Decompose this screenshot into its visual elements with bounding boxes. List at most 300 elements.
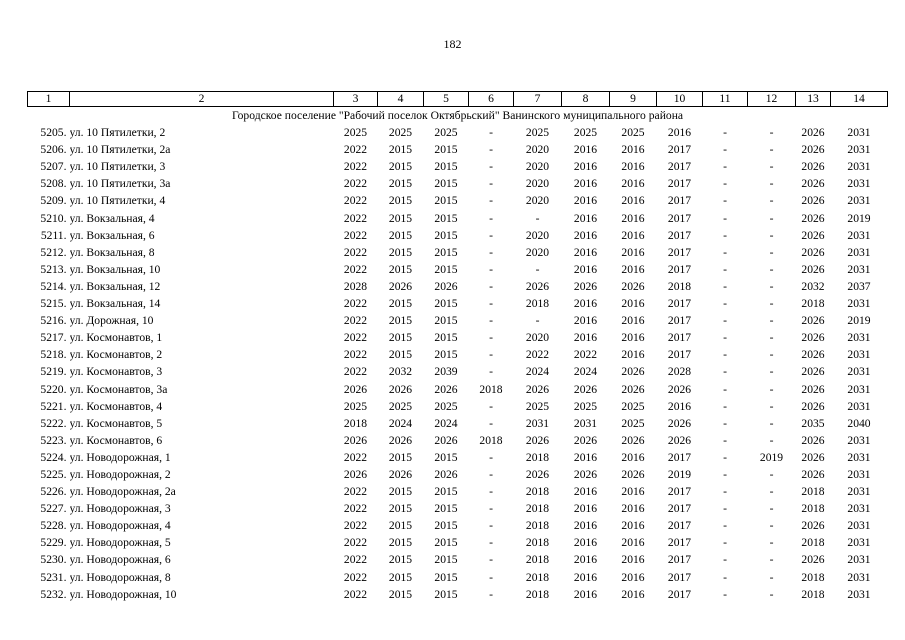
year-cell: 2016: [621, 331, 645, 345]
address-cell: ул. Космонавтов, 3а: [69, 382, 168, 396]
year-cell: 2026: [801, 467, 825, 481]
year-cell: 2022: [343, 587, 368, 601]
year-cell: 2015: [434, 502, 458, 516]
year-cell: -: [723, 314, 727, 328]
year-cell: -: [723, 570, 727, 584]
year-cell: 2016: [573, 519, 598, 533]
year-cell: 2015: [434, 143, 458, 157]
year-cell: 2022: [343, 485, 368, 499]
year-cell: -: [489, 450, 493, 464]
year-cell: -: [769, 416, 774, 430]
year-cell: 2040: [847, 416, 871, 430]
year-cell: 2026: [801, 228, 825, 242]
year-cell: 2015: [388, 211, 413, 225]
year-cell: 2015: [388, 160, 413, 174]
year-cell: 2017: [667, 262, 692, 276]
year-cell: -: [489, 348, 493, 362]
address-cell: ул. Вокзальная, 10: [69, 262, 161, 276]
table-row: [28, 192, 888, 209]
year-cell: 2015: [388, 587, 413, 601]
year-cell: 2016: [621, 297, 645, 311]
year-cell: -: [489, 211, 493, 225]
year-cell: 2022: [343, 314, 368, 328]
year-cell: 2022: [343, 553, 368, 567]
address-cell: ул. Космонавтов, 2: [69, 348, 163, 362]
table-row: [28, 346, 888, 363]
year-cell: 2015: [434, 160, 458, 174]
year-cell: -: [769, 143, 774, 157]
year-cell: -: [769, 245, 774, 259]
row-number: 5224.: [40, 450, 67, 464]
year-cell: 2025: [388, 126, 413, 140]
table-row: [28, 124, 888, 141]
registry-table: [27, 91, 888, 603]
year-cell: -: [769, 485, 774, 499]
year-cell: 2026: [801, 314, 825, 328]
year-cell: 2031: [847, 382, 871, 396]
year-cell: 2016: [573, 314, 598, 328]
year-cell: -: [723, 587, 727, 601]
table-row: [28, 329, 888, 346]
year-cell: 2015: [388, 502, 413, 516]
year-cell: 2017: [667, 194, 692, 208]
year-cell: -: [769, 331, 774, 345]
year-cell: -: [769, 570, 774, 584]
year-cell: 2031: [847, 228, 871, 242]
year-cell: 2018: [801, 570, 825, 584]
year-cell: -: [769, 126, 774, 140]
year-cell: 2017: [667, 245, 692, 259]
year-cell: -: [489, 399, 493, 413]
year-cell: 2017: [667, 331, 692, 345]
year-cell: 2016: [621, 314, 645, 328]
year-cell: 2015: [434, 211, 458, 225]
year-cell: 2026: [525, 382, 550, 396]
address-cell: ул. Вокзальная, 6: [69, 228, 155, 242]
row-number: 5207.: [40, 160, 67, 174]
year-cell: 2026: [388, 433, 413, 447]
year-cell: 2026: [801, 348, 825, 362]
year-cell: 2026: [801, 262, 825, 276]
year-cell: 2026: [343, 433, 368, 447]
year-cell: 2026: [801, 331, 825, 345]
row-number: 5229.: [40, 536, 67, 550]
year-cell: 2022: [343, 228, 368, 242]
year-cell: 2018: [525, 519, 550, 533]
address-cell: ул. Новодорожная, 2а: [69, 485, 176, 499]
year-cell: -: [769, 365, 774, 379]
section-title: Городское поселение "Рабочий поселок Октябрьский" Ванинского муниципального района: [231, 109, 684, 122]
year-cell: 2015: [388, 143, 413, 157]
address-cell: ул. Новодорожная, 8: [69, 570, 171, 584]
table-row: [28, 363, 888, 380]
year-cell: 2015: [434, 450, 458, 464]
year-cell: 2025: [388, 399, 413, 413]
column-header: 13: [796, 92, 831, 107]
year-cell: -: [723, 433, 727, 447]
column-header: 14: [831, 92, 888, 107]
year-cell: -: [489, 365, 493, 379]
year-cell: 2019: [667, 467, 692, 481]
year-cell: 2026: [801, 450, 825, 464]
row-number: 5215.: [40, 297, 67, 311]
column-number-row: [28, 92, 888, 107]
year-cell: -: [489, 160, 493, 174]
year-cell: 2026: [343, 382, 368, 396]
year-cell: 2026: [388, 382, 413, 396]
table-row: [28, 141, 888, 158]
table-row: [28, 175, 888, 192]
year-cell: 2025: [573, 126, 598, 140]
year-cell: 2026: [621, 279, 645, 293]
year-cell: 2026: [621, 382, 645, 396]
year-cell: 2018: [801, 587, 825, 601]
year-cell: 2015: [434, 536, 458, 550]
year-cell: 2031: [847, 126, 871, 140]
year-cell: 2026: [801, 126, 825, 140]
table-row: [28, 227, 888, 244]
table-row: [28, 569, 888, 586]
year-cell: -: [535, 211, 540, 225]
year-cell: -: [723, 279, 727, 293]
year-cell: 2015: [388, 348, 413, 362]
year-cell: 2015: [434, 348, 458, 362]
year-cell: -: [535, 314, 540, 328]
year-cell: -: [723, 228, 727, 242]
year-cell: 2031: [525, 416, 550, 430]
year-cell: 2015: [434, 177, 458, 191]
year-cell: 2018: [525, 502, 550, 516]
year-cell: -: [489, 467, 493, 481]
year-cell: -: [489, 570, 493, 584]
year-cell: 2016: [573, 297, 598, 311]
column-header: 3: [334, 92, 378, 107]
section-row: [28, 107, 888, 125]
year-cell: 2022: [343, 536, 368, 550]
year-cell: -: [535, 262, 540, 276]
year-cell: 2018: [479, 382, 503, 396]
year-cell: 2026: [801, 519, 825, 533]
year-cell: -: [489, 228, 493, 242]
table-row: [28, 381, 888, 398]
year-cell: 2016: [573, 143, 598, 157]
year-cell: -: [723, 450, 727, 464]
year-cell: 2026: [434, 467, 458, 481]
column-header: 12: [748, 92, 796, 107]
year-cell: 2031: [847, 536, 871, 550]
year-cell: 2015: [388, 536, 413, 550]
address-cell: ул. 10 Пятилетки, 4: [69, 194, 166, 208]
year-cell: -: [723, 177, 727, 191]
year-cell: -: [769, 314, 774, 328]
year-cell: 2025: [573, 399, 598, 413]
year-cell: -: [723, 399, 727, 413]
year-cell: -: [723, 262, 727, 276]
year-cell: -: [723, 553, 727, 567]
year-cell: 2016: [573, 331, 598, 345]
year-cell: 2026: [801, 433, 825, 447]
year-cell: 2032: [388, 365, 413, 379]
year-cell: 2016: [573, 553, 598, 567]
year-cell: -: [489, 587, 493, 601]
year-cell: 2018: [525, 587, 550, 601]
year-cell: 2022: [343, 450, 368, 464]
year-cell: 2016: [573, 485, 598, 499]
year-cell: 2018: [525, 485, 550, 499]
year-cell: -: [489, 536, 493, 550]
year-cell: 2015: [434, 485, 458, 499]
year-cell: 2031: [847, 570, 871, 584]
address-cell: ул. Новодорожная, 1: [69, 450, 171, 464]
row-number: 5232.: [40, 587, 67, 601]
row-number: 5209.: [40, 194, 67, 208]
year-cell: 2026: [621, 467, 645, 481]
year-cell: 2026: [801, 194, 825, 208]
year-cell: -: [769, 467, 774, 481]
column-header: 9: [610, 92, 657, 107]
year-cell: -: [723, 331, 727, 345]
row-number: 5212.: [40, 245, 67, 259]
year-cell: -: [489, 126, 493, 140]
row-number: 5220.: [40, 382, 67, 396]
year-cell: 2015: [434, 194, 458, 208]
year-cell: 2026: [621, 433, 645, 447]
row-number: 5230.: [40, 553, 67, 567]
address-cell: ул. Новодорожная, 10: [69, 587, 177, 601]
year-cell: 2016: [621, 536, 645, 550]
year-cell: 2026: [801, 245, 825, 259]
address-cell: ул. Космонавтов, 6: [69, 433, 163, 447]
year-cell: 2016: [621, 211, 645, 225]
year-cell: 2031: [847, 245, 871, 259]
year-cell: 2024: [388, 416, 413, 430]
column-header: 8: [562, 92, 610, 107]
year-cell: -: [769, 536, 774, 550]
table-row: [28, 295, 888, 312]
row-number: 5210.: [40, 211, 67, 225]
year-cell: 2020: [525, 194, 550, 208]
column-header: 5: [424, 92, 469, 107]
year-cell: 2019: [847, 314, 871, 328]
row-number: 5218.: [40, 348, 67, 362]
year-cell: 2017: [667, 450, 692, 464]
table-row: [28, 466, 888, 483]
year-cell: -: [769, 433, 774, 447]
year-cell: 2031: [573, 416, 598, 430]
year-cell: -: [489, 194, 493, 208]
year-cell: 2022: [343, 519, 368, 533]
year-cell: 2015: [434, 570, 458, 584]
year-cell: 2015: [388, 194, 413, 208]
year-cell: 2015: [388, 228, 413, 242]
year-cell: 2026: [573, 279, 598, 293]
address-cell: ул. Вокзальная, 14: [69, 297, 161, 311]
address-cell: ул. 10 Пятилетки, 3а: [69, 177, 171, 191]
year-cell: 2015: [388, 331, 413, 345]
year-cell: 2020: [525, 160, 550, 174]
year-cell: 2031: [847, 433, 871, 447]
address-cell: ул. 10 Пятилетки, 3: [69, 160, 166, 174]
address-cell: ул. Новодорожная, 6: [69, 553, 171, 567]
year-cell: 2022: [343, 245, 368, 259]
year-cell: 2016: [573, 570, 598, 584]
year-cell: 2026: [801, 160, 825, 174]
year-cell: -: [723, 194, 727, 208]
year-cell: 2015: [434, 553, 458, 567]
year-cell: 2039: [434, 365, 458, 379]
address-cell: ул. Космонавтов, 5: [69, 416, 163, 430]
year-cell: 2018: [525, 297, 550, 311]
year-cell: -: [769, 297, 774, 311]
year-cell: 2026: [434, 382, 458, 396]
year-cell: 2015: [434, 519, 458, 533]
year-cell: 2020: [525, 143, 550, 157]
year-cell: 2017: [667, 485, 692, 499]
year-cell: 2024: [573, 365, 598, 379]
year-cell: -: [723, 211, 727, 225]
year-cell: -: [489, 245, 493, 259]
year-cell: 2022: [343, 570, 368, 584]
row-number: 5206.: [40, 143, 67, 157]
address-cell: ул. Новодорожная, 2: [69, 467, 171, 481]
year-cell: 2020: [525, 228, 550, 242]
year-cell: 2016: [621, 194, 645, 208]
year-cell: 2032: [801, 279, 825, 293]
table-row: [28, 483, 888, 500]
year-cell: 2017: [667, 570, 692, 584]
year-cell: 2016: [621, 348, 645, 362]
year-cell: 2026: [388, 467, 413, 481]
year-cell: -: [723, 536, 727, 550]
row-number: 5219.: [40, 365, 67, 379]
year-cell: -: [769, 399, 774, 413]
year-cell: -: [489, 279, 493, 293]
year-cell: -: [769, 348, 774, 362]
year-cell: 2016: [573, 177, 598, 191]
row-number: 5222.: [40, 416, 67, 430]
year-cell: 2017: [667, 587, 692, 601]
year-cell: 2026: [434, 433, 458, 447]
year-cell: 2016: [621, 262, 645, 276]
year-cell: 2025: [621, 416, 645, 430]
year-cell: 2017: [667, 519, 692, 533]
year-cell: 2031: [847, 519, 871, 533]
year-cell: 2026: [525, 433, 550, 447]
year-cell: 2028: [667, 365, 692, 379]
year-cell: 2024: [525, 365, 550, 379]
year-cell: 2031: [847, 553, 871, 567]
year-cell: 2025: [621, 126, 645, 140]
row-number: 5211.: [40, 228, 67, 242]
year-cell: -: [723, 382, 727, 396]
table-row: [28, 398, 888, 415]
year-cell: 2015: [388, 314, 413, 328]
year-cell: 2015: [434, 297, 458, 311]
table-row: [28, 278, 888, 295]
year-cell: -: [769, 382, 774, 396]
year-cell: 2016: [621, 450, 645, 464]
year-cell: -: [489, 262, 493, 276]
year-cell: 2015: [388, 570, 413, 584]
year-cell: 2031: [847, 467, 871, 481]
year-cell: 2017: [667, 348, 692, 362]
year-cell: 2017: [667, 211, 692, 225]
year-cell: -: [723, 467, 727, 481]
year-cell: 2022: [343, 365, 368, 379]
year-cell: -: [489, 502, 493, 516]
row-number: 5223.: [40, 433, 67, 447]
year-cell: 2016: [621, 228, 645, 242]
table-row: [28, 449, 888, 466]
year-cell: 2018: [667, 279, 692, 293]
year-cell: 2026: [525, 467, 550, 481]
year-cell: -: [489, 553, 493, 567]
year-cell: 2015: [388, 553, 413, 567]
table-row: [28, 551, 888, 568]
table-row: [28, 261, 888, 278]
year-cell: 2018: [525, 553, 550, 567]
year-cell: 2022: [343, 160, 368, 174]
address-cell: ул. Новодорожная, 5: [69, 536, 171, 550]
year-cell: -: [769, 177, 774, 191]
year-cell: 2018: [801, 297, 825, 311]
year-cell: 2022: [343, 143, 368, 157]
year-cell: 2018: [801, 502, 825, 516]
year-cell: 2026: [621, 365, 645, 379]
year-cell: 2015: [388, 245, 413, 259]
year-cell: -: [769, 228, 774, 242]
year-cell: 2026: [801, 211, 825, 225]
year-cell: -: [489, 416, 493, 430]
year-cell: 2022: [343, 502, 368, 516]
year-cell: -: [769, 502, 774, 516]
year-cell: 2026: [801, 399, 825, 413]
year-cell: -: [769, 587, 774, 601]
year-cell: 2031: [847, 160, 871, 174]
year-cell: 2037: [847, 279, 871, 293]
table-row: [28, 534, 888, 551]
year-cell: 2017: [667, 314, 692, 328]
year-cell: 2015: [388, 485, 413, 499]
row-number: 5214.: [40, 279, 67, 293]
year-cell: 2031: [847, 143, 871, 157]
year-cell: 2022: [343, 331, 368, 345]
year-cell: 2016: [573, 450, 598, 464]
year-cell: 2017: [667, 177, 692, 191]
year-cell: 2016: [621, 485, 645, 499]
year-cell: 2031: [847, 587, 871, 601]
address-cell: ул. 10 Пятилетки, 2а: [69, 143, 171, 157]
address-cell: ул. Космонавтов, 4: [69, 399, 163, 413]
year-cell: 2016: [621, 160, 645, 174]
year-cell: 2031: [847, 262, 871, 276]
year-cell: 2015: [434, 228, 458, 242]
year-cell: 2025: [525, 126, 550, 140]
year-cell: 2016: [573, 262, 598, 276]
year-cell: -: [769, 553, 774, 567]
year-cell: 2015: [388, 297, 413, 311]
year-cell: -: [723, 348, 727, 362]
year-cell: 2028: [343, 279, 368, 293]
column-header: 6: [469, 92, 514, 107]
year-cell: 2015: [388, 450, 413, 464]
year-cell: -: [723, 160, 727, 174]
year-cell: 2017: [667, 297, 692, 311]
year-cell: 2031: [847, 348, 871, 362]
year-cell: 2016: [573, 502, 598, 516]
column-header: 2: [70, 92, 334, 107]
year-cell: 2016: [621, 519, 645, 533]
